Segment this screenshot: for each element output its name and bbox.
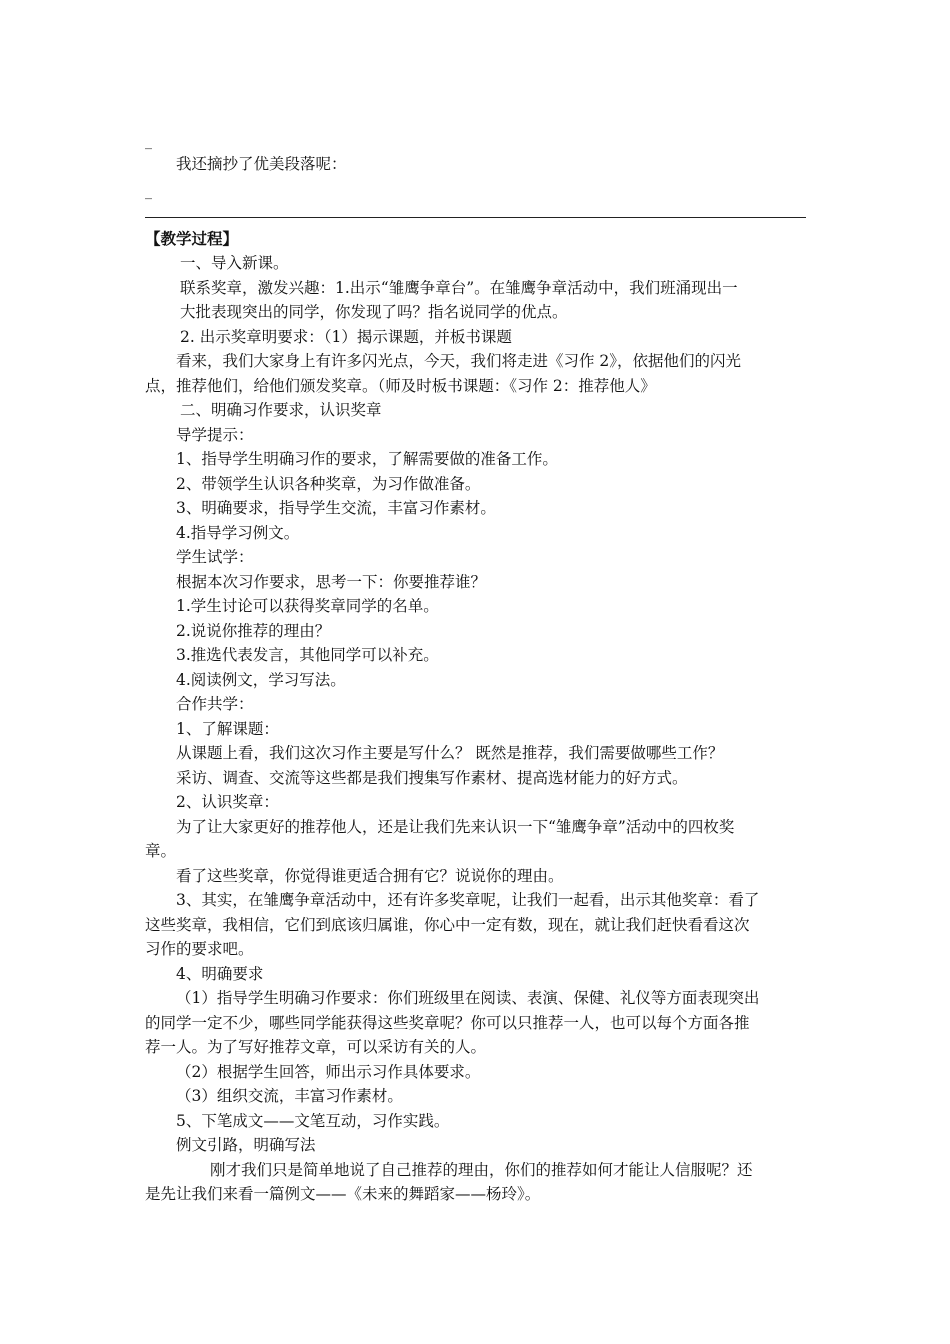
paragraph-line: 一、导入新课。 — [180, 254, 289, 272]
paragraph-line: 是先让我们来看一篇例文——《未来的舞蹈家——杨玲》。 — [145, 1185, 541, 1203]
paragraph-line: 1、了解课题： — [176, 720, 279, 738]
paragraph-line: 合作共学： — [176, 695, 254, 713]
paragraph-line: 为了让大家更好的推荐他人，还是让我们先来认识一下“雏鹰争章”活动中的四枚奖 — [176, 818, 735, 836]
paragraph-line: 3.推选代表发言，其他同学可以补充。 — [176, 646, 439, 664]
paragraph-line: 看了这些奖章，你觉得谁更适合拥有它？说说你的理由。 — [176, 867, 564, 885]
paragraph-line: 1.学生讨论可以获得奖章同学的名单。 — [176, 597, 439, 615]
excerpt-line: 我还摘抄了优美段落呢： — [176, 155, 347, 173]
paragraph-line: 例文引路，明确写法 — [176, 1136, 316, 1154]
paragraph-line: 大批表现突出的同学，你发现了吗？指名说同学的优点。 — [180, 303, 568, 321]
paragraph-line: 习作的要求吧。 — [145, 940, 254, 958]
paragraph-line: 联系奖章，激发兴趣：1.出示“雏鹰争章台”。在雏鹰争章活动中，我们班涌现出一 — [180, 279, 738, 297]
blank-line-marker: _ — [145, 134, 152, 150]
paragraph-line: 二、明确习作要求，认识奖章 — [180, 401, 382, 419]
blank-line-marker: _ — [145, 184, 152, 200]
paragraph-line: 4、明确要求 — [176, 965, 264, 983]
paragraph-line: 3、其实，在雏鹰争章活动中，还有许多奖章呢，让我们一起看，出示其他奖章：看了 — [176, 891, 760, 909]
paragraph-line: 荐一人。为了写好推荐文章，可以采访有关的人。 — [145, 1038, 487, 1056]
paragraph-line: 导学提示： — [176, 426, 254, 444]
paragraph-line: 刚才我们只是简单地说了自己推荐的理由，你们的推荐如何才能让人信服呢？还 — [210, 1161, 753, 1179]
horizontal-divider — [145, 217, 806, 218]
paragraph-line: （3）组织交流，丰富习作素材。 — [176, 1087, 403, 1105]
paragraph-line: 4.阅读例文，学习写法。 — [176, 671, 346, 689]
paragraph-line: 5、下笔成文——文笔互动，习作实践。 — [176, 1112, 450, 1130]
paragraph-line: 点，推荐他们，给他们颁发奖章。（师及时板书课题：《习作 2：推荐他人》 — [145, 377, 656, 395]
paragraph-line: 根据本次习作要求，思考一下：你要推荐谁？ — [176, 573, 487, 591]
paragraph-line: 这些奖章，我相信，它们到底该归属谁，你心中一定有数，现在，就让我们赶快看看这次 — [145, 916, 750, 934]
paragraph-line: （2）根据学生回答，师出示习作具体要求。 — [176, 1063, 481, 1081]
paragraph-line: 采访、调查、交流等这些都是我们搜集写作素材、提高选材能力的好方式。 — [176, 769, 688, 787]
paragraph-line: 2、认识奖章： — [176, 793, 279, 811]
paragraph-line: 章。 — [145, 842, 177, 860]
paragraph-line: 4.指导学习例文。 — [176, 524, 300, 542]
paragraph-line: 从课题上看，我们这次习作主要是写什么？ 既然是推荐，我们需要做哪些工作？ — [176, 744, 724, 762]
paragraph-line: （1）指导学生明确习作要求：你们班级里在阅读、表演、保健、礼仪等方面表现突出 — [176, 989, 760, 1007]
paragraph-line: 2、带领学生认识各种奖章，为习作做准备。 — [176, 475, 481, 493]
paragraph-line: 看来，我们大家身上有许多闪光点，今天，我们将走进《习作 2》，依据他们的闪光 — [176, 352, 742, 370]
paragraph-line: 学生试学： — [176, 548, 254, 566]
paragraph-line: 2.说说你推荐的理由？ — [176, 622, 331, 640]
section-heading: 【教学过程】 — [145, 229, 239, 248]
paragraph-line: 1、指导学生明确习作的要求，了解需要做的准备工作。 — [176, 450, 558, 468]
paragraph-line: 的同学一定不少，哪些同学能获得这些奖章呢？你可以只推荐一人，也可以每个方面各推 — [145, 1014, 750, 1032]
paragraph-line: 3、明确要求，指导学生交流，丰富习作素材。 — [176, 499, 496, 517]
paragraph-line: 2. 出示奖章明要求：（1）揭示课题，并板书课题 — [180, 328, 512, 346]
